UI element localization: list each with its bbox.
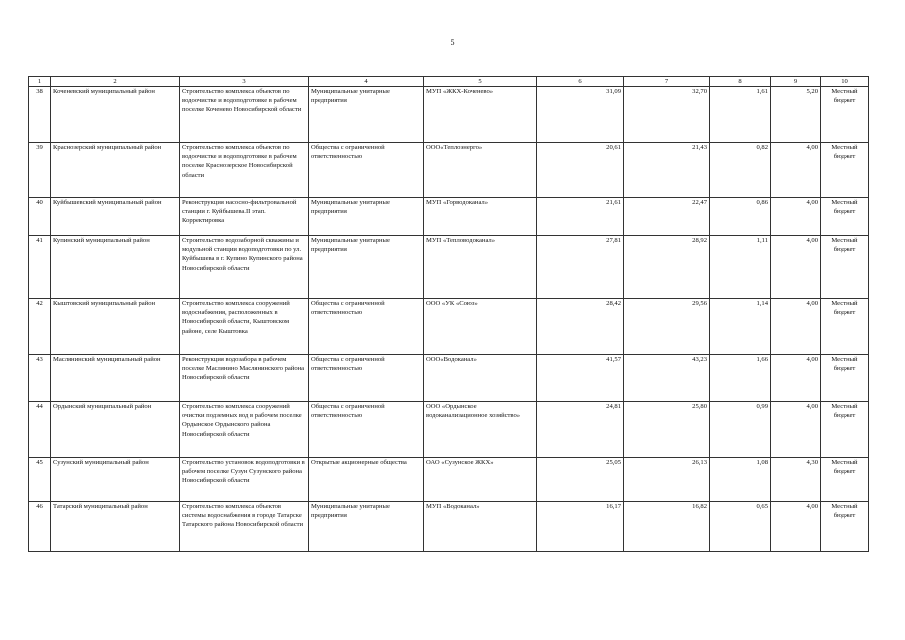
value-cell: 24,81 xyxy=(537,402,624,458)
org-type-cell: Муниципальные унитарные предприятия xyxy=(309,198,424,236)
value-cell: 31,09 xyxy=(537,87,624,143)
header-cell: 9 xyxy=(771,77,821,87)
value-cell: 20,61 xyxy=(537,143,624,198)
row-number: 45 xyxy=(29,458,51,502)
table-row xyxy=(29,502,869,552)
project-cell: Строительство установок водоподготовки в рабочем поселке Сузун Сузунского района Новосибирской области xyxy=(180,458,309,502)
row-number: 41 xyxy=(29,236,51,299)
district-cell: Куйбышевский муниципальный район xyxy=(51,198,180,236)
district-cell: Маслянинский муниципальный район xyxy=(51,355,180,402)
source-cell: Местный бюджет xyxy=(821,402,869,458)
org-type-cell: Общества с ограниченной ответственностью xyxy=(309,355,424,402)
value-cell: 21,43 xyxy=(624,143,710,198)
value-cell: 4,00 xyxy=(771,299,821,355)
project-cell: Строительство комплекса сооружений очистки подземных вод в рабочем поселке Ордынское Ордынского района Новосибирской области xyxy=(180,402,309,458)
org-cell: МУП «Горводоканал» xyxy=(424,198,537,236)
header-row xyxy=(29,77,869,87)
org-type-cell: Открытые акционерные общества xyxy=(309,458,424,502)
org-cell: ООО «УК «Союз» xyxy=(424,299,537,355)
table-row xyxy=(29,143,869,198)
value-cell: 43,23 xyxy=(624,355,710,402)
district-cell: Ордынский муниципальный район xyxy=(51,402,180,458)
org-cell: ООО«Водоканал» xyxy=(424,355,537,402)
value-cell: 4,00 xyxy=(771,355,821,402)
value-cell: 21,61 xyxy=(537,198,624,236)
source-cell: Местный бюджет xyxy=(821,198,869,236)
org-type-cell: Муниципальные унитарные предприятия xyxy=(309,236,424,299)
table-row xyxy=(29,402,869,458)
source-cell: Местный бюджет xyxy=(821,458,869,502)
value-cell: 22,47 xyxy=(624,198,710,236)
row-number: 46 xyxy=(29,502,51,552)
source-cell: Местный бюджет xyxy=(821,299,869,355)
data-table xyxy=(28,76,869,552)
row-number: 44 xyxy=(29,402,51,458)
source-cell: Местный бюджет xyxy=(821,143,869,198)
org-type-cell: Общества с ограниченной ответственностью xyxy=(309,299,424,355)
project-cell: Строительство комплекса сооружений водоснабжения, расположенных в Новосибирской области, Кыштовском районе, селе Кыштовка xyxy=(180,299,309,355)
table-row xyxy=(29,355,869,402)
value-cell: 16,82 xyxy=(624,502,710,552)
header-cell: 3 xyxy=(180,77,309,87)
value-cell: 0,86 xyxy=(710,198,771,236)
project-cell: Реконструкция насосно-фильтровальной станции г. Куйбышева.II этап. Корректировка xyxy=(180,198,309,236)
row-number: 39 xyxy=(29,143,51,198)
row-number: 43 xyxy=(29,355,51,402)
value-cell: 1,61 xyxy=(710,87,771,143)
value-cell: 4,00 xyxy=(771,143,821,198)
org-cell: МУП «Водоканал» xyxy=(424,502,537,552)
row-number: 42 xyxy=(29,299,51,355)
org-type-cell: Муниципальные унитарные предприятия xyxy=(309,87,424,143)
value-cell: 26,13 xyxy=(624,458,710,502)
value-cell: 4,30 xyxy=(771,458,821,502)
value-cell: 0,65 xyxy=(710,502,771,552)
table-row xyxy=(29,458,869,502)
row-number: 38 xyxy=(29,87,51,143)
value-cell: 5,20 xyxy=(771,87,821,143)
value-cell: 4,00 xyxy=(771,502,821,552)
org-type-cell: Общества с ограниченной ответственностью xyxy=(309,143,424,198)
source-cell: Местный бюджет xyxy=(821,236,869,299)
value-cell: 4,00 xyxy=(771,198,821,236)
district-cell: Татарский муниципальный район xyxy=(51,502,180,552)
value-cell: 4,00 xyxy=(771,402,821,458)
header-cell: 8 xyxy=(710,77,771,87)
header-cell: 10 xyxy=(821,77,869,87)
value-cell: 32,70 xyxy=(624,87,710,143)
project-cell: Строительство комплекса объектов по водоочистке и водоподготовке в рабочем поселке Краснозерское Новосибирской области xyxy=(180,143,309,198)
value-cell: 16,17 xyxy=(537,502,624,552)
source-cell: Местный бюджет xyxy=(821,355,869,402)
value-cell: 41,57 xyxy=(537,355,624,402)
value-cell: 1,14 xyxy=(710,299,771,355)
value-cell: 1,08 xyxy=(710,458,771,502)
header-cell: 5 xyxy=(424,77,537,87)
header-cell: 1 xyxy=(29,77,51,87)
district-cell: Кыштовский муниципальный район xyxy=(51,299,180,355)
org-type-cell: Муниципальные унитарные предприятия xyxy=(309,502,424,552)
org-cell: ООО «Ордынское водоканализационное хозяйство» xyxy=(424,402,537,458)
source-cell: Местный бюджет xyxy=(821,502,869,552)
org-type-cell: Общества с ограниченной ответственностью xyxy=(309,402,424,458)
value-cell: 29,56 xyxy=(624,299,710,355)
district-cell: Купинский муниципальный район xyxy=(51,236,180,299)
project-cell: Строительство комплекса объектов системы водоснабжения в городе Татарске Татарского района Новосибирской области xyxy=(180,502,309,552)
org-cell: ОАО «Сузунское ЖКХ» xyxy=(424,458,537,502)
district-cell: Сузунский муниципальный район xyxy=(51,458,180,502)
row-number: 40 xyxy=(29,198,51,236)
value-cell: 1,66 xyxy=(710,355,771,402)
district-cell: Коченевский муниципальный район xyxy=(51,87,180,143)
table-row xyxy=(29,87,869,143)
district-cell: Краснозерский муниципальный район xyxy=(51,143,180,198)
org-cell: ООО«Теплоэнерго» xyxy=(424,143,537,198)
page-number: 5 xyxy=(450,38,455,47)
project-cell: Реконструкция водозабора в рабочем поселке Маслянино Маслянинского района Новосибирской области xyxy=(180,355,309,402)
value-cell: 0,82 xyxy=(710,143,771,198)
value-cell: 27,81 xyxy=(537,236,624,299)
project-cell: Строительство комплекса объектов по водоочистке и водоподготовке в рабочем поселке Коченево Новосибирской области xyxy=(180,87,309,143)
table-row xyxy=(29,299,869,355)
header-cell: 7 xyxy=(624,77,710,87)
value-cell: 25,05 xyxy=(537,458,624,502)
header-cell: 4 xyxy=(309,77,424,87)
table-row xyxy=(29,198,869,236)
value-cell: 1,11 xyxy=(710,236,771,299)
org-cell: МУП «ЖКХ-Коченево» xyxy=(424,87,537,143)
value-cell: 28,42 xyxy=(537,299,624,355)
header-cell: 2 xyxy=(51,77,180,87)
project-cell: Строительство водозаборной скважины и модульной станции водоподготовки по ул. Куйбышева в г. Купино Купинского района Новосибирской области xyxy=(180,236,309,299)
source-cell: Местный бюджет xyxy=(821,87,869,143)
value-cell: 0,99 xyxy=(710,402,771,458)
value-cell: 25,80 xyxy=(624,402,710,458)
header-cell: 6 xyxy=(537,77,624,87)
value-cell: 4,00 xyxy=(771,236,821,299)
table-row xyxy=(29,236,869,299)
value-cell: 28,92 xyxy=(624,236,710,299)
org-cell: МУП «Тепловодоканал» xyxy=(424,236,537,299)
